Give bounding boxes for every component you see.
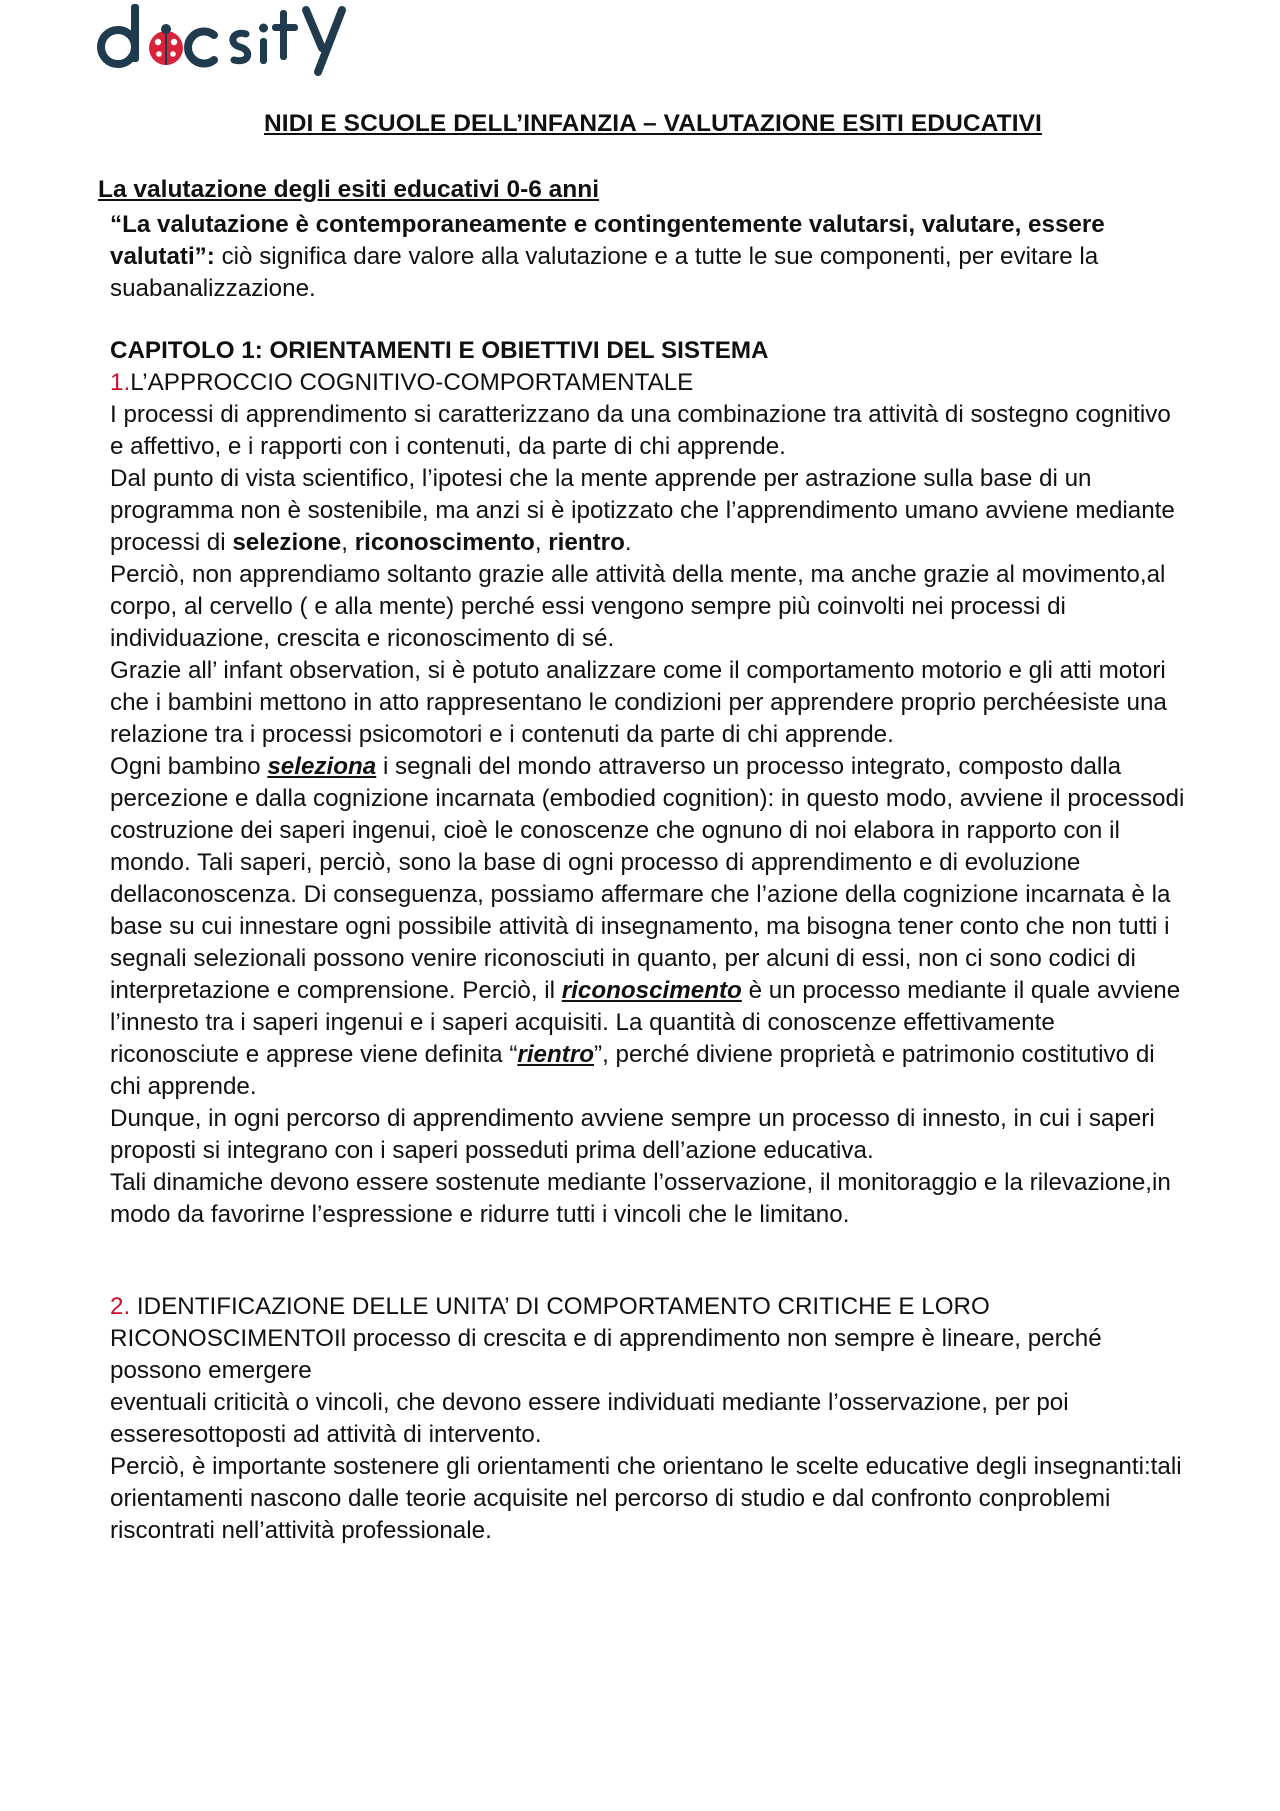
paragraph-2 — [110, 463, 1190, 559]
paragraph-5-text: Ogni bambino — [110, 753, 268, 780]
subsection-2-continuation: RICONOSCIMENTOIl processo di crescita e di apprendimento non sempre è lineare, perché possono emergere — [110, 1325, 1102, 1384]
chapter-title: CAPITOLO 1: ORIENTAMENTI E OBIETTIVI DEL SISTEMA — [110, 337, 769, 364]
emphasis-rientro: rientro — [517, 1041, 595, 1068]
section-heading: La valutazione degli esiti educativi 0-6 anni — [98, 176, 600, 203]
paragraph-5 — [110, 751, 1190, 1103]
term-rientro: rientro — [548, 529, 625, 556]
paragraph-1: I processi di apprendimento si caratterizzano da una combinazione tra attività di sostegno cognitivo e affettivo, e i rapporti con i contenuti, da parte di chi apprende. — [110, 401, 1171, 460]
paragraph-6: Dunque, in ogni percorso di apprendimento avviene sempre un processo di innesto, in cui i saperi proposti si integrano con i saperi posseduti prima dell’azione educativa. — [110, 1105, 1155, 1164]
paragraph-8: eventuali criticità o vincoli, che devono essere individuati mediante l’osservazione, per poi esseresottoposti ad attività di intervento. — [110, 1389, 1069, 1448]
paragraph-5-text: è un processo mediante il quale avviene l’innesto tra i saperi ingenui e i saperi acquisiti. La quantità di conoscenze effettivamente riconosciute e apprese viene definita “ — [110, 977, 1181, 1068]
term-riconoscimento: riconoscimento — [354, 529, 535, 556]
intro-text: ciò significa dare valore alla valutazione e a tutte le sue componenti, per evitare la suabanalizzazione. — [110, 243, 1099, 302]
term-selezione: selezione — [232, 529, 342, 556]
subsection-1-title: L’APPROCCIO COGNITIVO-COMPORTAMENTALE — [130, 369, 694, 396]
subsection-2-heading — [110, 1291, 1190, 1323]
document-title: NIDI E SCUOLE DELL’INFANZIA – VALUTAZIONE ESITI EDUCATIVI — [264, 110, 1042, 137]
paragraph-3: Perciò, non apprendiamo soltanto grazie alle attività della mente, ma anche grazie al movimento,al corpo, al cervello ( e alla mente) perché essi vengono sempre più coinvolti nei processi di individuazione, crescita e riconoscimento di sé. — [110, 561, 1166, 652]
docsity-logo[interactable] — [96, 0, 376, 80]
period: . — [624, 529, 632, 556]
paragraph-5-text: i segnali del mondo attraverso un processo integrato, composto dalla percezione e dalla cognizione incarnata (embodied cognition): in questo modo, avviene il processodi costruzione dei saperi ingenui, cioè le conoscenze che ognuno di noi elabora in rapporto con il mondo. Tali saperi, perciò, sono la base di ogni processo di apprendimento e di evoluzione dellaconoscenza. Di conseguenza, possiamo affermare che l’azione della cognizione incarnata è la base su cui innestare ogni possibile attività di insegnamento, ma bisogna tener conto che non tutti i segnali selezionali possono venire riconosciuti in quanto, per alcuni di essi, non ci sono codici di interpretazione e comprensione. Perciò, il — [110, 753, 1185, 1004]
document-body — [110, 209, 1190, 1547]
subsection-1-number: 1. — [110, 369, 131, 396]
chapter-heading — [110, 335, 1190, 367]
paragraph-5-text: ”, perché diviene proprietà e patrimonio costitutivo di chi apprende. — [110, 1041, 1155, 1100]
docsity-logo-graphic — [96, 0, 376, 80]
intro-paragraph — [110, 209, 1190, 305]
separator: , — [341, 529, 355, 556]
paragraph-4: Grazie all’ infant observation, si è potuto analizzare come il comportamento motorio e gli atti motori che i bambini mettono in atto rappresentano le condizioni per apprendere proprio perchéesiste una relazione tra i processi psicomotori e i contenuti da parte di chi apprende. — [110, 657, 1167, 748]
subsection-1-heading — [110, 367, 1190, 399]
emphasis-seleziona: seleziona — [267, 753, 377, 780]
separator: , — [534, 529, 549, 556]
subsection-2-title: IDENTIFICAZIONE DELLE UNITA’ DI COMPORTAMENTO CRITICHE E LORO — [130, 1293, 990, 1320]
emphasis-riconoscimento: riconoscimento — [561, 977, 742, 1004]
subsection-2-number: 2. — [110, 1293, 131, 1320]
intro-quote: “La valutazione è contemporaneamente e contingentemente valutarsi, valutare, essere valutati”: — [110, 211, 1105, 270]
paragraph-2-text: Dal punto di vista scientifico, l’ipotesi che la mente apprende per astrazione sulla base di un programma non è sostenibile, ma anzi si è ipotizzato che l’apprendimento umano avviene mediante processi di — [110, 465, 1175, 556]
paragraph-9: Perciò, è importante sostenere gli orientamenti che orientano le scelte educative degli insegnanti:tali orientamenti nascono dalle teorie acquisite nel percorso di studio e dal confronto conproblemi riscontrati nell’attività professionale. — [110, 1453, 1182, 1544]
paragraph-7: Tali dinamiche devono essere sostenute mediante l’osservazione, il monitoraggio e la rilevazione,in modo da favorirne l’espressione e ridurre tutti i vincoli che le limitano. — [110, 1169, 1171, 1228]
